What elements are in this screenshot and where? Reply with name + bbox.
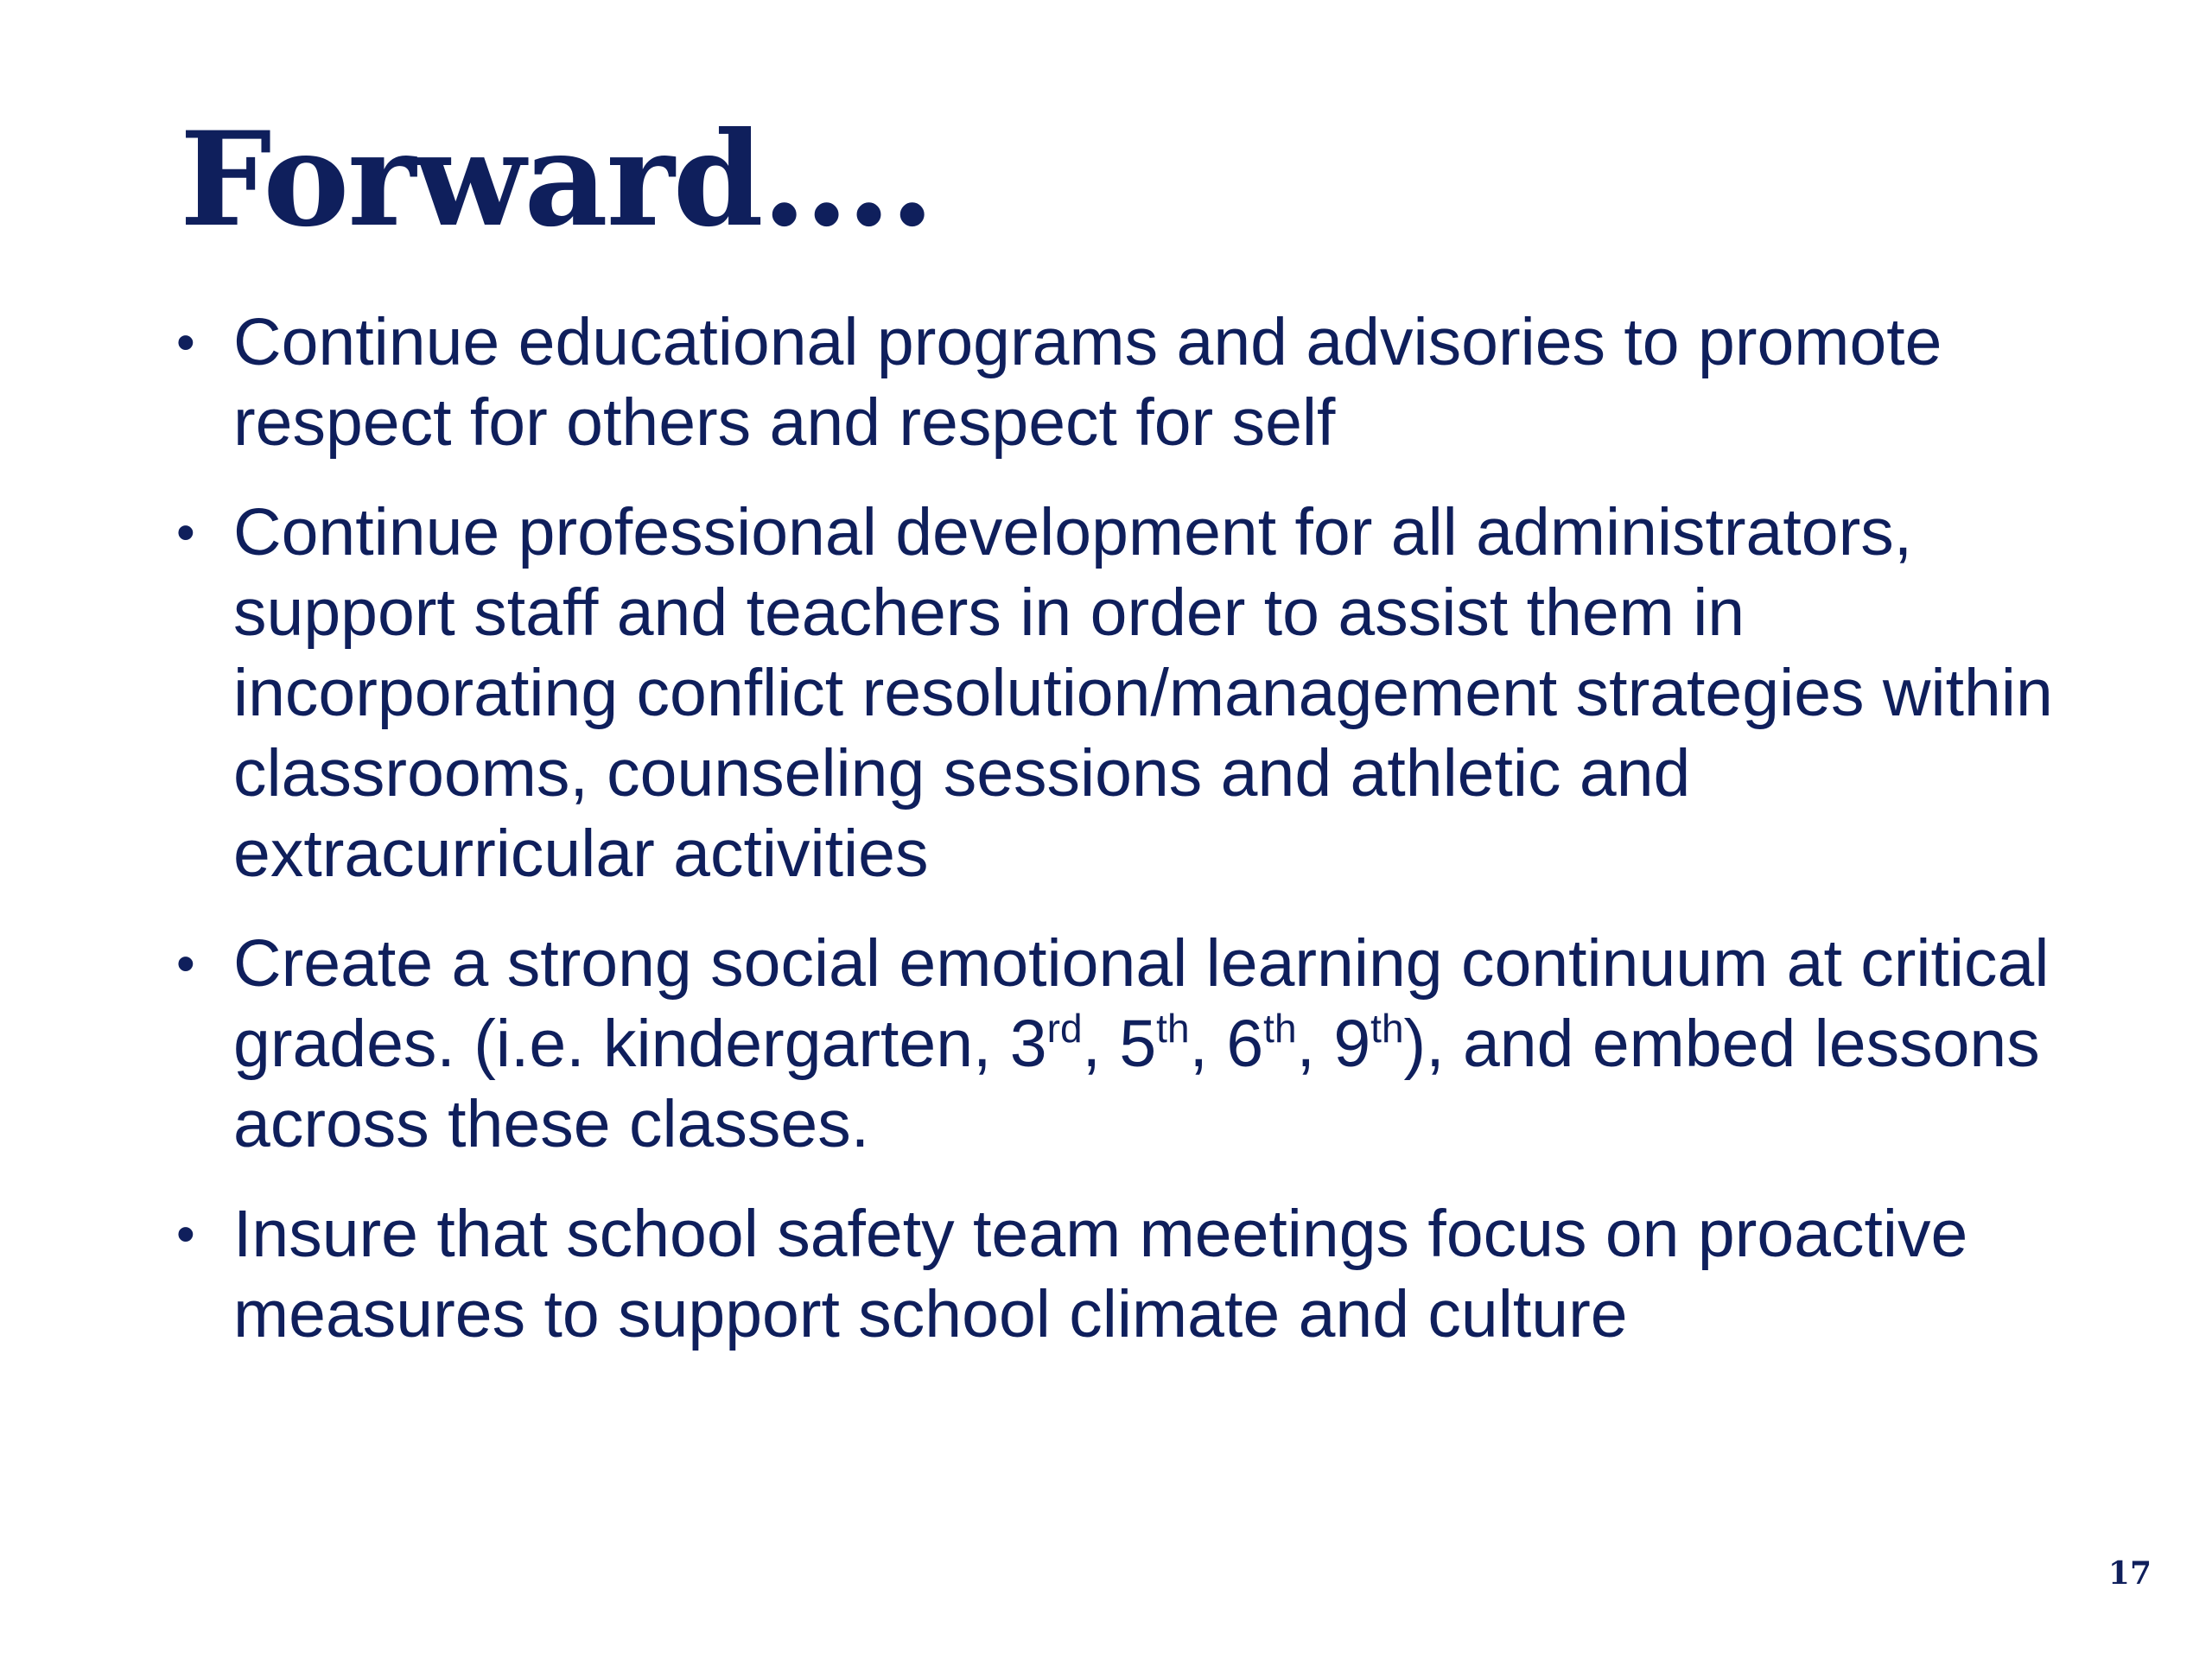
superscript: th bbox=[1370, 1006, 1404, 1051]
bullet-text-part: ), and embed lessons across these classes. bbox=[233, 1007, 2040, 1161]
slide-title: Forward…. bbox=[180, 104, 933, 256]
bullet-icon: • bbox=[176, 313, 195, 372]
bullet-item-3 bbox=[173, 924, 2074, 1165]
bullet-text-part: , 9 bbox=[1296, 1007, 1371, 1081]
bullet-item-1 bbox=[173, 302, 2074, 463]
bullet-icon: • bbox=[176, 934, 195, 994]
bullet-text: Continue educational programs and advisories to promote respect for others and respect for self bbox=[233, 305, 1942, 460]
superscript: th bbox=[1263, 1006, 1297, 1051]
bullet-item-2 bbox=[173, 493, 2074, 894]
bullet-icon: • bbox=[176, 1205, 195, 1264]
bullet-icon: • bbox=[176, 503, 195, 563]
bullet-text-part: , 5 bbox=[1082, 1007, 1157, 1081]
bullet-text-part: , 6 bbox=[1189, 1007, 1264, 1081]
superscript: rd bbox=[1046, 1006, 1083, 1051]
superscript: th bbox=[1156, 1006, 1190, 1051]
page-number: 17 bbox=[2107, 1555, 2152, 1592]
bullet-text-part: Create a strong social emotional learning continuum at critical grades. (i.e. kindergarten, 3 bbox=[233, 926, 2050, 1081]
bullet-list bbox=[173, 302, 2074, 1384]
bullet-text: Continue professional development for all administrators, support staff and teachers in order to assist them in incorporating conflict resolution/management strategies within classrooms, counseling sessions and athletic and extracurricular activities bbox=[233, 495, 2053, 891]
bullet-item-4 bbox=[173, 1194, 2074, 1355]
bullet-text bbox=[233, 926, 2049, 1161]
bullet-text: Insure that school safety team meetings focus on proactive measures to support school climate and culture bbox=[233, 1197, 1968, 1351]
